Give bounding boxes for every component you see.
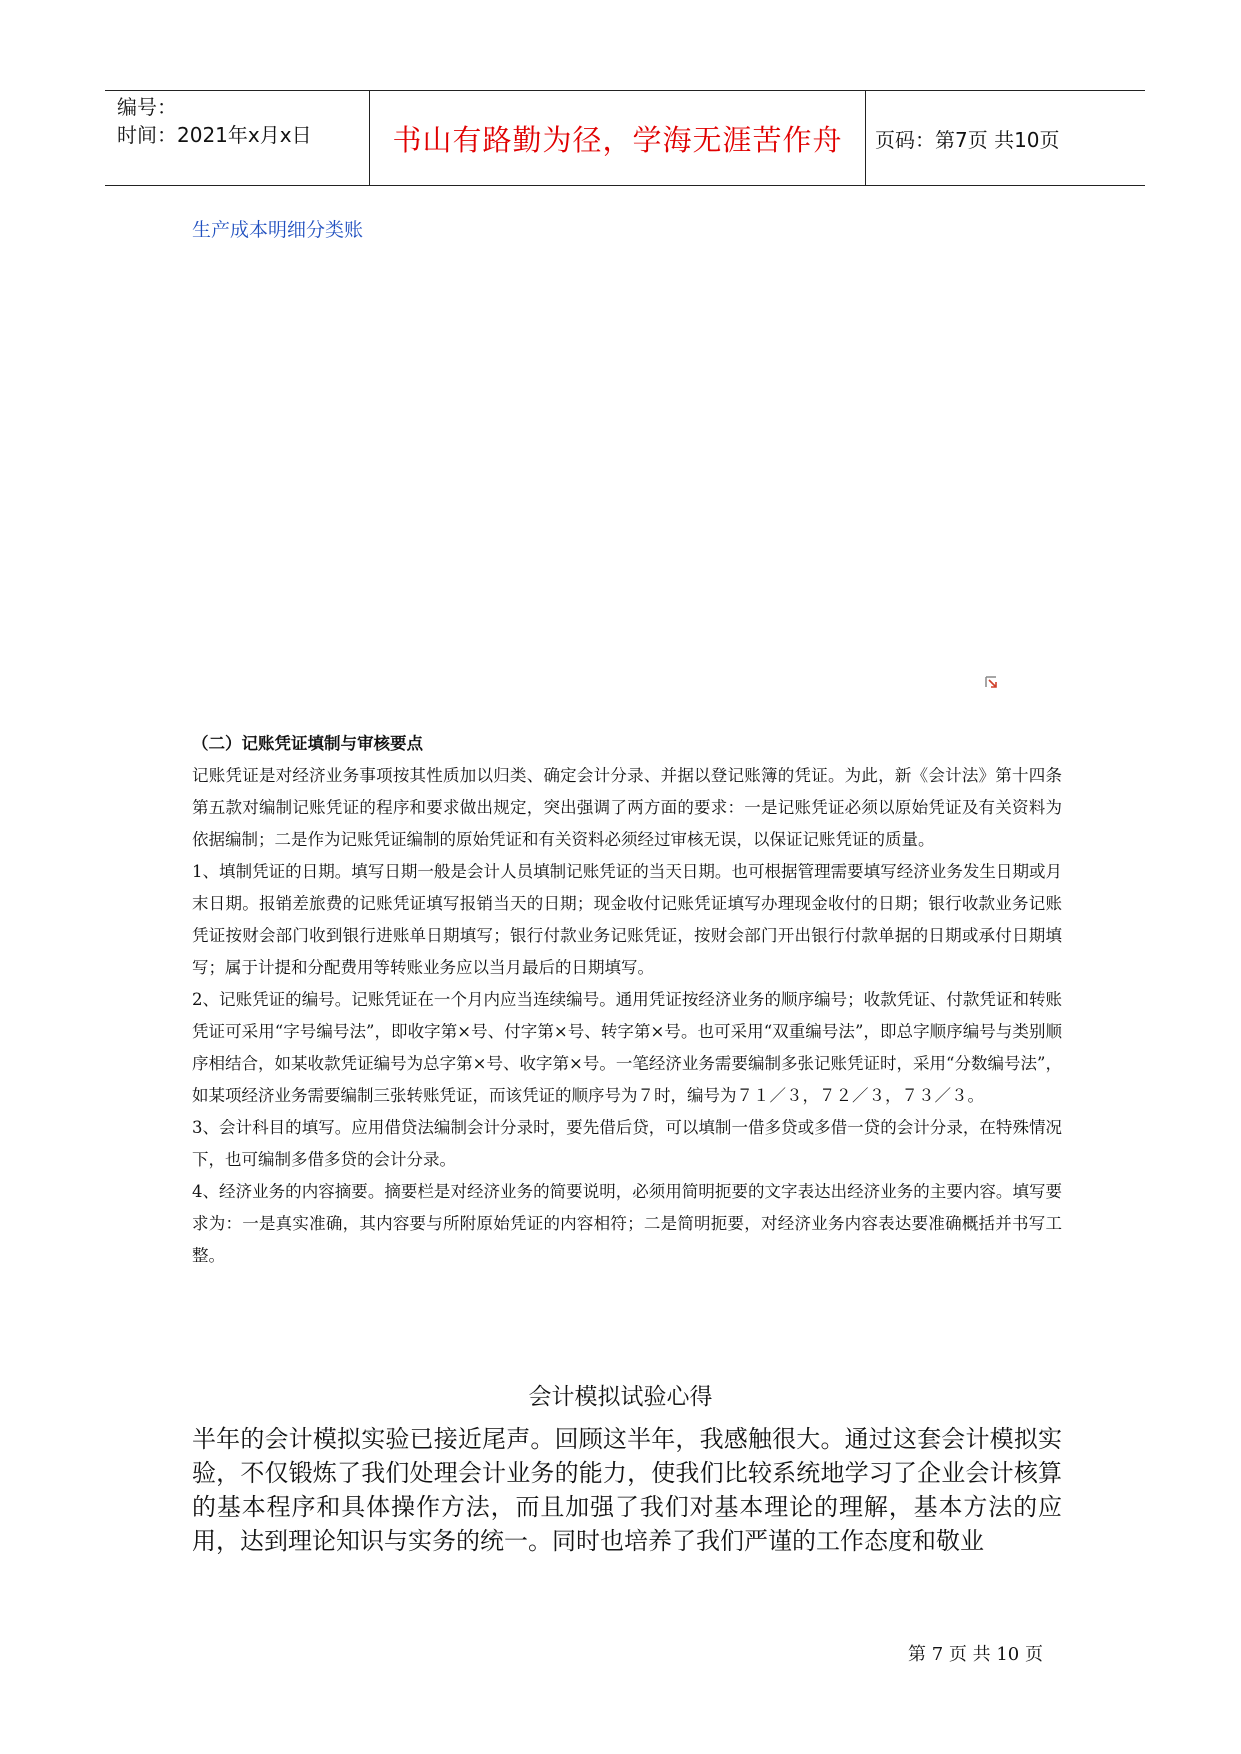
section-2 [192,728,1062,1272]
section-2-title: （二）记账凭证填制与审核要点 [192,734,423,753]
header-meta [117,93,312,149]
paragraph-2: 2、记账凭证的编号。记账凭证在一个月内应当连续编号。通用凭证按经济业务的顺序编号；收款凭证、付款凭证和转账凭证可采用“字号编号法”，即收字第×号、付字第×号、转字第×号。也可采用“双重编号法”，即总字顺序编号与类别顺序相结合，如某收款凭证编号为总字第×号、收字第×号。一笔经济业务需要编制多张记账凭证时，采用“分数编号法”，如某项经济业务需要编制三张转账凭证，而该凭证的顺序号为７时，编号为７１／３，７２／３，７３／３。 [192,990,1062,1105]
paragraph-1: 1、填制凭证的日期。填写日期一般是会计人员填制记账凭证的当天日期。也可根据管理需要填写经济业务发生日期或月末日期。报销差旅费的记账凭证填写报销当天的日期；现金收付记账凭证填写办理现金收付的日期；银行收款业务记账凭证按财会部门收到银行进账单日期填写；银行付款业务记账凭证，按财会部门开出银行付款单据的日期或承付日期填写；属于计提和分配费用等转账业务应以当月最后的日期填写。 [192,862,1062,977]
corner-mark-icon [985,676,997,688]
number-label: 编号： [117,95,177,119]
header-motto: 书山有路勤为径，学海无涯苦作舟 [369,91,866,185]
paragraph-4: 4、经济业务的内容摘要。摘要栏是对经济业务的简要说明，必须用简明扼要的文字表达出经济业务的主要内容。填写要求为：一是真实准确，其内容要与所附原始凭证的内容相符；二是简明扼要，对经济业务内容表达要准确概括并书写工整。 [192,1182,1062,1265]
page-header [105,90,1145,186]
section-label: 生产成本明细分类账 [192,219,364,241]
paragraph-intro: 记账凭证是对经济业务事项按其性质加以归类、确定会计分录、并据以登记账簿的凭证。为此，新《会计法》第十四条第五款对编制记账凭证的程序和要求做出规定，突出强调了两方面的要求：一是记账凭证必须以原始凭证及有关资料为依据编制；二是作为记账凭证编制的原始凭证和有关资料必须经过审核无误，以保证记账凭证的质量。 [192,766,1062,849]
essay-title: 会计模拟试验心得 [528,1384,713,1410]
time-label: 时间：2021年x月x日 [117,123,312,147]
page-footer: 第 7 页 共 10 页 [908,1644,1043,1665]
header-page-label: 页码：第7页 共10页 [875,127,1060,152]
essay-text: 半年的会计模拟实验已接近尾声。回顾这半年，我感触很大。通过这套会计模拟实验，不仅锻炼了我们处理会计业务的能力，使我们比较系统地学习了企业会计核算的基本程序和具体操作方法，而且加强了我们对基本理论的理解，基本方法的应用，达到理论知识与实务的统一。同时也培养了我们严谨的工作态度和敬业 [192,1425,1062,1555]
paragraph-3: 3、会计科目的填写。应用借贷法编制会计分录时，要先借后贷，可以填制一借多贷或多借一贷的会计分录，在特殊情况下，也可编制多借多贷的会计分录。 [192,1118,1062,1169]
